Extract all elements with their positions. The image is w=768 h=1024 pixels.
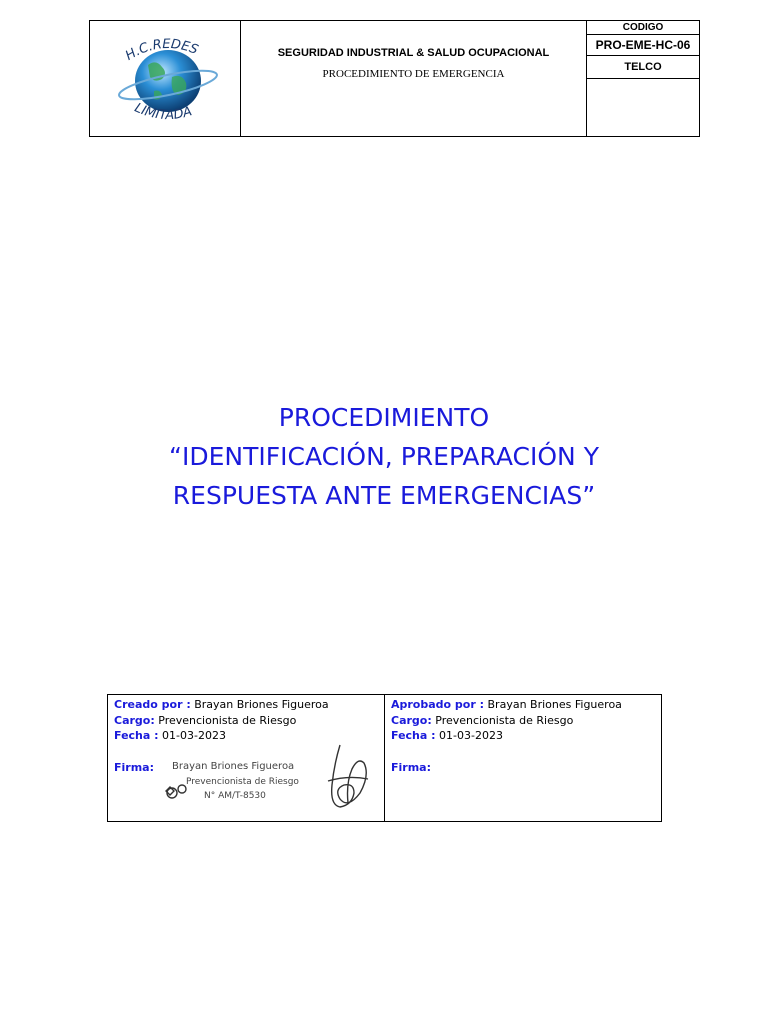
header-title-cell (241, 21, 587, 136)
stamp-name: Brayan Briones Figueroa (172, 761, 295, 772)
approved-cargo-label: Cargo: (391, 713, 432, 727)
title-line2: “IDENTIFICACIÓN, PREPARACIÓN Y (169, 442, 599, 471)
logo-text-top: H.C.REDES (123, 36, 201, 64)
approved-cargo: Prevencionista de Riesgo (435, 713, 574, 727)
company-name: TELCO (587, 56, 699, 79)
approved-firma-label: Firma: (391, 760, 431, 774)
title-line3: RESPUESTA ANTE EMERGENCIAS” (172, 481, 596, 510)
header-code-cell (587, 21, 699, 136)
document-title (0, 398, 768, 515)
title-line1: PROCEDIMIENTO (278, 403, 490, 432)
logo-text-bottom: LIMITADA (132, 100, 194, 124)
header-title-line1: SEGURIDAD INDUSTRIAL & SALUD OCUPACIONAL (277, 47, 550, 59)
created-by-cell (108, 695, 385, 821)
header-title-line2: PROCEDIMIENTO DE EMERGENCIA (322, 68, 505, 80)
approved-fecha-label: Fecha : (391, 729, 436, 742)
signature-table (107, 694, 662, 822)
approved-by-label: Aprobado por : (391, 698, 485, 711)
document-header (89, 20, 700, 137)
created-by-name: Brayan Briones Figueroa (194, 698, 329, 711)
approved-fecha: 01-03-2023 (439, 729, 503, 742)
approved-by-cell (385, 695, 661, 821)
created-fecha: 01-03-2023 (162, 729, 226, 742)
stamp-role: Prevencionista de Riesgo (186, 777, 299, 787)
globe-logo-icon (108, 35, 228, 127)
stamp-registration: N° AM/T-8530 (204, 791, 266, 801)
created-cargo: Prevencionista de Riesgo (158, 713, 297, 727)
created-by-label: Creado por : (114, 698, 191, 711)
created-firma-label: Firma: (114, 760, 154, 774)
company-logo (90, 21, 241, 136)
created-fecha-label: Fecha : (114, 729, 159, 742)
created-cargo-label: Cargo: (114, 713, 155, 727)
code-label: CODIGO (587, 21, 699, 35)
signature-stamp (160, 741, 380, 813)
approved-by-name: Brayan Briones Figueroa (487, 698, 622, 711)
code-value: PRO-EME-HC-06 (586, 35, 699, 56)
